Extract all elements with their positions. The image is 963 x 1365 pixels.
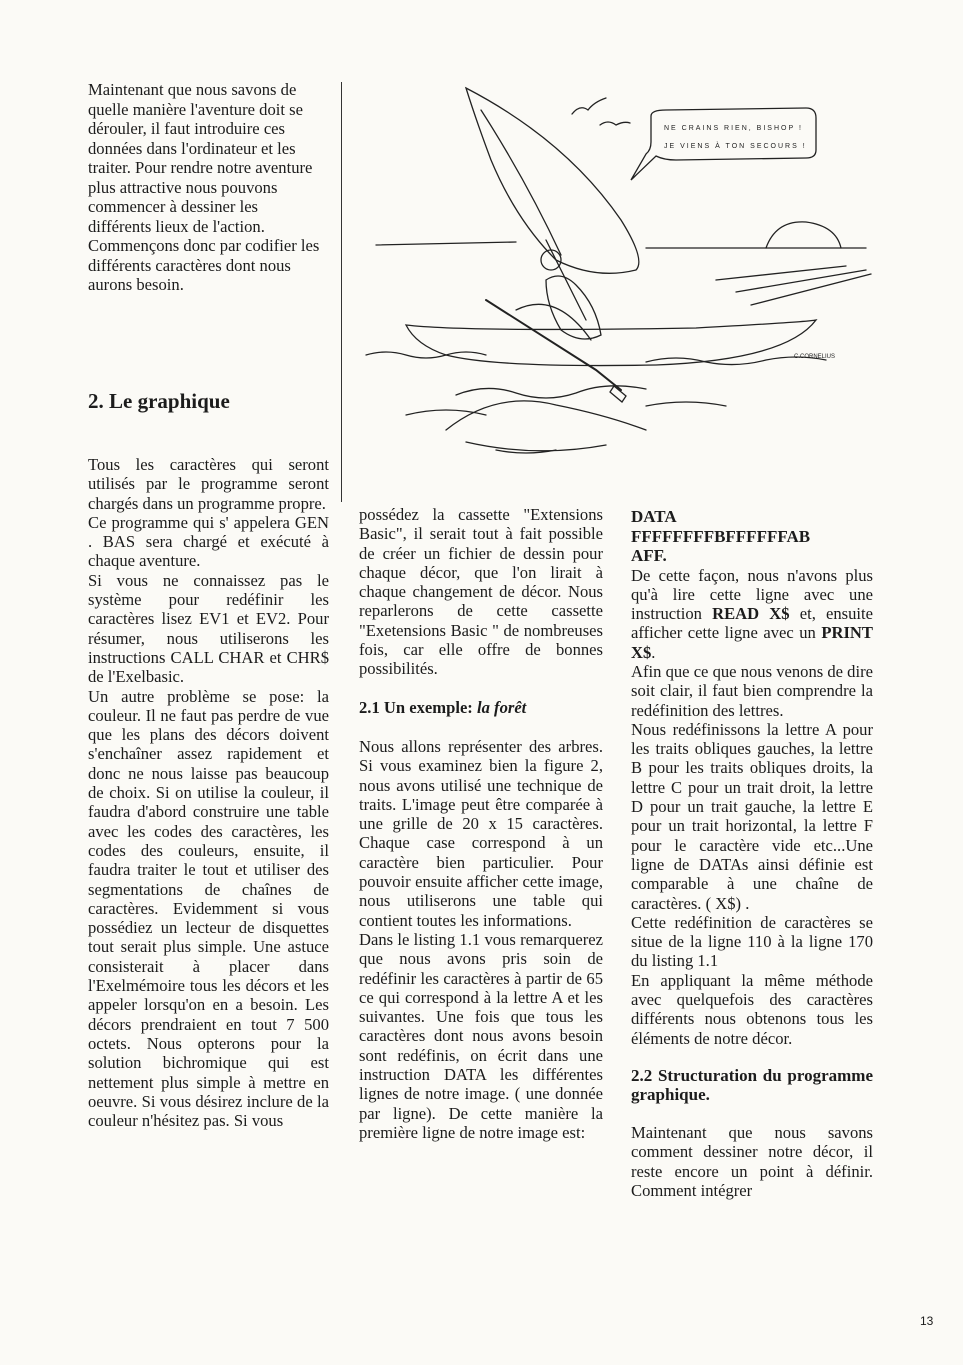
sun-icon xyxy=(766,222,841,248)
column-2 xyxy=(359,505,603,1142)
col3-p2: Afin que ce que nous venons de dire soit clair, il faut bien comprendre la redéfinition des lettres. xyxy=(631,661,873,720)
data-line-3: AFF. xyxy=(631,546,667,565)
col1-p3: Si vous ne connaissez pas le système pour redéfinir les caractères lisez EV1 et EV2. Pour résumer, nous utiliserons les instructions CALL CHAR et CHR$ de l'Exelbasic. xyxy=(88,570,329,687)
data-line-2: FFFFFFFFBFFFFFFAB xyxy=(631,526,811,546)
artist-signature: C.CORNELIUS xyxy=(794,354,836,360)
read-keyword: READ X$ xyxy=(712,604,790,624)
col3-p6: Maintenant que nous savons comment dessiner notre décor, il reste encore un point à définir. Comment intégrer xyxy=(631,1122,873,1200)
col3-p1-a: De cette façon, nous n'avons plus qu'à lire cette ligne avec une instruction xyxy=(631,565,873,624)
boat-hull-icon xyxy=(406,320,816,366)
print-keyword: PRINT X$ xyxy=(631,623,873,662)
column-3 xyxy=(631,507,873,1200)
col2-p1: possédez la cassette "Extensions Basic", il serait tout à fait possible de créer un fichier de dessin pour chaque décor, que l'on lirait à chaque changement de décor. Nous reparlerons de cette cassette "Exetensions Basic " de nombreuses fois, car elle offre de bonnes possibilités. xyxy=(359,505,603,679)
subsection-2-1-prefix: 2.1 Un exemple: xyxy=(359,697,477,717)
col2-p3: Dans le listing 1.1 vous remarquerez que nous avons pris soin de redéfinir les caractères à partir de 65 ce qui correspond à la lettre A et les suivantes. Une fois que tous les caractères dont nous avons besoin sont redéfinis, on écrit dans une instruction DATA les différentes lignes de notre image. ( une donnée par ligne). De cette manière la première ligne de notre image est: xyxy=(359,929,603,1142)
col1-p1: Tous les caractères qui seront utilisés par le programme seront chargés dans un programme propre. xyxy=(88,455,329,513)
col3-p1 xyxy=(631,566,873,662)
col1-p2: Ce programme qui s' appelera GEN . BAS sera chargé et exécuté à chaque aventure. xyxy=(88,512,329,571)
column-1 xyxy=(88,455,329,1130)
col2-p2: Nous allons représenter des arbres. Si vous examinez bien la figure 2, nous avons utilisé une technique de traits. L'image peut être comparée à une grille de 20 x 15 caractères. Chaque case correspond à un caractère bien particulier. Pour pouvoir ensuite afficher cette image, nous utiliserons une table qui contient toutes les informations. xyxy=(359,736,603,930)
col3-p5: En appliquant la même méthode avec quelquefois des caractères différents nous obtenons tous les éléments de notre décor. xyxy=(631,970,873,1048)
intro-paragraph: Maintenant que nous savons de quelle manière l'aventure doit se dérouler, il faut introduire ces données dans l'ordinateur et les traiter. Pour rendre notre aventure plus attractive nous pouvons commencer à dessiner les différents lieux de l'action. Commençons donc par codifier les différents caractères dont nous aurons besoin. xyxy=(88,80,320,294)
col3-p1-b: et, ensuite afficher cette ligne avec un xyxy=(631,604,873,643)
col3-p3: Nous redéfinissons la lettre A pour les traits obliques gauches, la lettre B pour les traits obliques droits, la lettre C pour un trait droit, la lettre D pour un trait gauche, la lettre E pour un trait horizontal, la lettre F pour le caractère vide etc...Une ligne de DATAs ainsi définie est comparable à une chaîne de caractères. ( X$) . xyxy=(631,719,873,913)
subsection-2-1-italic: la forêt xyxy=(476,697,527,717)
data-line-1: DATA xyxy=(631,507,677,526)
bird-icon xyxy=(600,122,630,125)
col3-p4: Cette redéfinition de caractères se situe de la ligne 110 à la ligne 170 du listing 1.1 xyxy=(631,912,873,971)
bubble-text-1: NE CRAINS RIEN, BISHOP ! xyxy=(664,125,803,132)
page-number: 13 xyxy=(920,1314,934,1328)
bubble-text-2: JE VIENS À TON SECOURS ! xyxy=(664,143,807,150)
bird-icon xyxy=(572,98,606,114)
sail-icon xyxy=(466,88,639,273)
col3-p1-c: . xyxy=(651,642,656,662)
section-title: 2. Le graphique xyxy=(88,389,230,413)
column-divider xyxy=(341,82,342,502)
subsection-title-2-1 xyxy=(359,698,603,717)
subsection-title-2-2: 2.2 Structuration du programme graphique. xyxy=(631,1065,873,1105)
illustration-sailboat xyxy=(346,70,876,490)
col1-p4: Un autre problème se pose: la couleur. Il ne faut pas perdre de vue que les plans des décors doivent s'enchaîner assez rapidement et donc ne nous laisse pas beaucoup de choix. Si on utilise la couleur, il faudra d'abord construire une table avec les codes des caractères, les codes des couleurs, ensuite, il faudra traiter le tout et utiliser des segmentations de chaînes de caractères. Evidemment si vous possédiez un lecteur de disquettes tout serait plus simple. Une astuce consisterait à placer dans l'Exelmémoire tous les décors et les appeler lorsqu'on en a besoin. Les décors prendraient en tout 7 500 octets. Nous opterons pour la solution bichromique qui est nettement plus simple à mettre en oeuvre. Si vous désirez inclure de la couleur n'hésitez pas. Si vous xyxy=(88,686,329,1131)
